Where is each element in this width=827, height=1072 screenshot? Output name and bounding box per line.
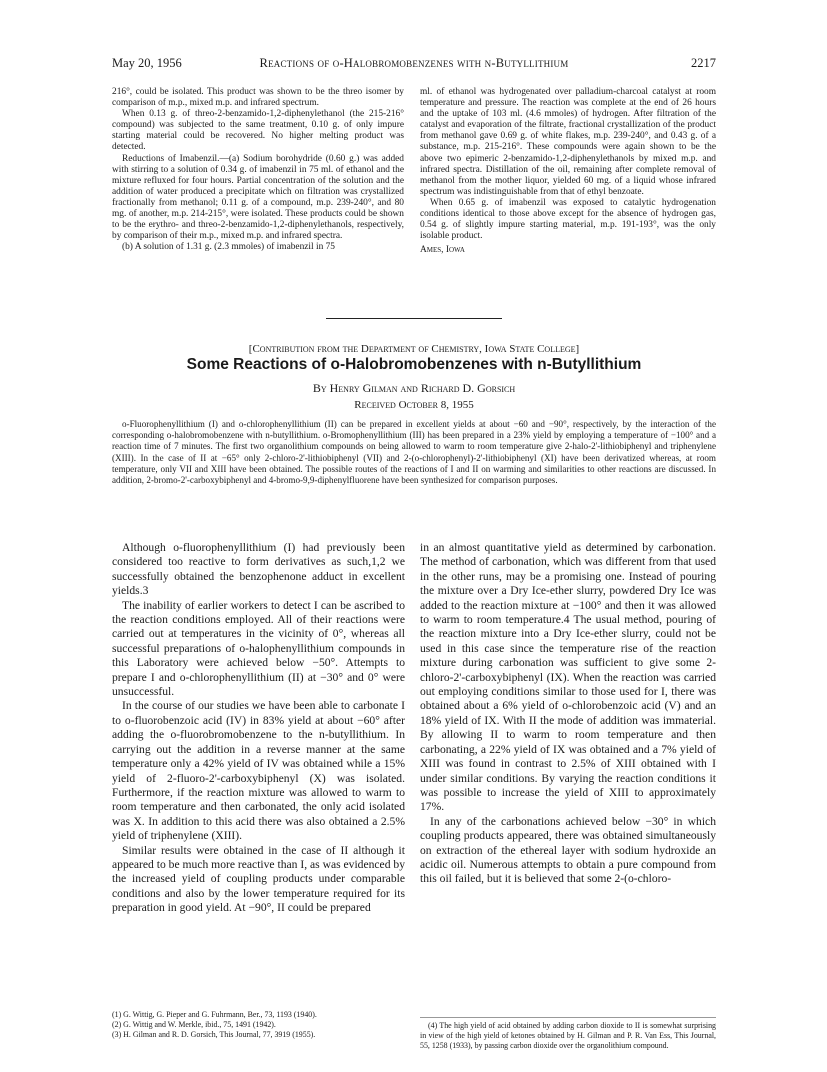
- footnote: (4) The high yield of acid obtained by adding carbon dioxide to II is somewhat surprising in view of the high yield of ketones obtained by H. Gilman and P. R. Van Ess, This Journal, 55, 1258 (1933), by passing carbon dioxide over the organolithium compound.: [420, 1021, 716, 1050]
- paragraph: When 0.65 g. of imabenzil was exposed to catalytic hydrogenation conditions identical to those above except for the absence of hydrogen gas, 0.54 g. of slightly impure starting material, m.p. 191-193°, was the only isolable product.: [420, 197, 716, 242]
- section-divider: [326, 318, 502, 319]
- footnote: (1) G. Wittig, G. Pieper and G. Fuhrmann, Ber., 73, 1193 (1940).: [112, 1010, 317, 1019]
- body-left-column: [112, 541, 405, 916]
- paragraph: Reductions of Imabenzil.—(a) Sodium borohydride (0.60 g.) was added with stirring to a solution of 0.34 g. of imabenzil in 75 ml. of ethanol and the mixture refluxed for four hours. Partial concentration of the solution and the addition of water produced a precipitate which on filtration was crystallized fractionally from methanol; 0.11 g. of a compound, m.p. 239-240°, and 80 mg. of another, m.p. 214-215°, were isolated. These products could be shown to be the erythro- and threo-2-benzamido-1,2-diphenylethanols, respectively, by comparison of their m.p., mixed m.p. and infrared spectra.: [112, 153, 404, 242]
- footnotes-right: [420, 1021, 716, 1050]
- paragraph: Although o-fluorophenyllithium (I) had previously been considered too reactive to form derivatives as such,1,2 we successfully obtained the benzophenone adduct in excellent yields.3: [112, 541, 405, 598]
- paragraph: ml. of ethanol was hydrogenated over palladium-charcoal catalyst at room temperature and pressure. The reaction was complete at the end of 26 hours and the uptake of 103 ml. (4.6 mmoles) of hydrogen. After filtration of the catalyst and evaporation of the filtrate, fractional crystallization of the product from methanol gave 0.69 g. of white flakes, m.p. 239-240°, and 0.43 g. of a substance, m.p. 215-216°. These compounds were again shown to be the above two epimeric 2-benzamido-1,2-diphenylethanols by mixed m.p. and infrared spectra. Distillation of the oil, remaining after complete removal of methanol from the mother liquor, yielded 60 mg. of a liquid whose infrared spectrum was indistinguishable from that of ethyl benzoate.: [420, 87, 716, 197]
- article-title: Some Reactions of o-Halobromobenzenes with n-Butyllithium: [186, 356, 642, 373]
- header-title: Reactions of o-Halobromobenzenes with n-Butyllithium: [259, 56, 569, 70]
- author-line: By Henry Gilman and Richard D. Gorsich: [312, 381, 516, 395]
- previous-article-right-column: [420, 87, 716, 256]
- abstract: [112, 419, 716, 486]
- footnote: (2) G. Wittig and W. Merkle, ibid., 75, 1491 (1942).: [112, 1019, 276, 1029]
- previous-article-left-column: [112, 87, 404, 253]
- paragraph: 216°, could be isolated. This product was shown to be the threo isomer by comparison of m.p., mixed m.p. and infrared spectrum.: [112, 87, 404, 109]
- footnote: (3) H. Gilman and R. D. Gorsich, This Journal, 77, 3919 (1955).: [112, 1029, 316, 1039]
- paragraph: in an almost quantitative yield as determined by carbonation. The method of carbonation, which was different from that used in the other runs, may be a promising one. Instead of pouring the mixture over a Dry Ice-ether slurry, powdered Dry Ice was added to the reaction mixture at −100° and then it was allowed to warm to room temperature.4 The usual method, pouring of the reaction mixture into a Dry Ice-ether slurry, could not be used in this case since the temperature rise of the reaction mixture during carbonation was sufficient to give some 2-chloro-2'-carboxybiphenyl (IX). When the reaction was carried out employing conditions similar to those used for I, there was obtained about a 6% yield of o-chlorobenzoic acid (V) and an 18% yield of IX. With II the mode of addition was immaterial. By allowing II to warm to room temperature and then carbonating, a 22% yield of IX was obtained and a 7% yield of XIII was found in contrast to 2.5% of XIII obtained with I under similar conditions. By varying the reaction conditions it was possible to increase the yield of XIII to approximately 17%.: [420, 541, 716, 814]
- body-right-column: [420, 541, 716, 887]
- paragraph: The inability of earlier workers to detect I can be ascribed to the reaction conditions employed. All of their reactions were carried out at temperatures in the vicinity of 0°, whereas all successful preparations of o-halophenyllithium compounds in this Laboratory were achieved below −50°. Attempts to prepare I and o-chlorophenyllithium (II) at −30° and 0° were unsuccessful.: [112, 598, 405, 699]
- paragraph: In the course of our studies we have been able to carbonate I to o-fluorobenzoic acid (IV) in 83% yield at about −60° after adding the o-fluorobromobenzene to the n-butyllithium. In carrying out the addition in a reverse manner at the same temperature only a 42% yield of IV was obtained while a 15% yield of 2-fluoro-2'-carboxybiphenyl (X) was isolated. Furthermore, if the reaction mixture was allowed to warm to room temperature and then carbonated, the only acid isolated was X. In addition to this acid there was also obtained a 2.5% yield of triphenylene (XIII).: [112, 699, 405, 843]
- footnotes-left: [112, 1010, 405, 1039]
- header-page-number: 2217: [691, 56, 716, 70]
- header-date: May 20, 1956: [112, 56, 182, 70]
- running-head: [112, 56, 716, 74]
- contribution-line: [Contribution from the Department of Chemistry, Iowa State College]: [248, 343, 580, 355]
- paragraph: In any of the carbonations achieved below −30° in which coupling products appeared, there was obtained simultaneously on extraction of the ethereal layer with sodium hydroxide an acidic oil. Numerous attempts to obtain a pure compound from this oil failed, but it is believed that some 2-(o-chloro-: [420, 814, 716, 886]
- footnote-separator: [420, 1017, 716, 1018]
- author-location: Ames, Iowa: [420, 245, 465, 256]
- paragraph: When 0.13 g. of threo-2-benzamido-1,2-diphenylethanol (the 215-216° compound) was subjected to the same treatment, 0.10 g. of only impure starting material could be recovered. No higher melting product was detected.: [112, 109, 404, 153]
- paragraph: Similar results were obtained in the case of II although it appeared to be much more reactive than I, as was evidenced by the increased yield of coupling products under comparable conditions and also by the lower temperature required for its preparation in good yield. At −90°, II could be prepared: [112, 843, 405, 915]
- received-date: Received October 8, 1955: [354, 399, 474, 411]
- paragraph: (b) A solution of 1.31 g. (2.3 mmoles) of imabenzil in 75: [122, 242, 335, 253]
- abstract-text: o-Fluorophenyllithium (I) and o-chlorophenyllithium (II) can be prepared in excellent yields at about −60 and −90°, respectively, by the interaction of the corresponding o-halobromobenzene with n-butyllithium. o-Bromophenyllithium (III) has been prepared in a 23% yield by employing a temperature of −100° and a reaction time of 7 minutes. The first two organolithium compounds on being allowed to warm to room temperature give 2-halo-2'-lithiobiphenyl and triphenylene (XIII). In the case of II at −65° only 2-chloro-2'-lithiobiphenyl (VII) and 2-(o-chlorophenyl)-2'-lithiobiphenyl (XI) have been derivatized whereas, at room temperature, only VII and XIII have been obtained. The possible routes of the reactions of I and II on warming and similarities to other reactions are discussed. In addition, 2-bromo-2'-carboxybiphenyl and 4-bromo-9,9-diphenylfluorene have been synthesized for comparison purposes.: [112, 419, 716, 486]
